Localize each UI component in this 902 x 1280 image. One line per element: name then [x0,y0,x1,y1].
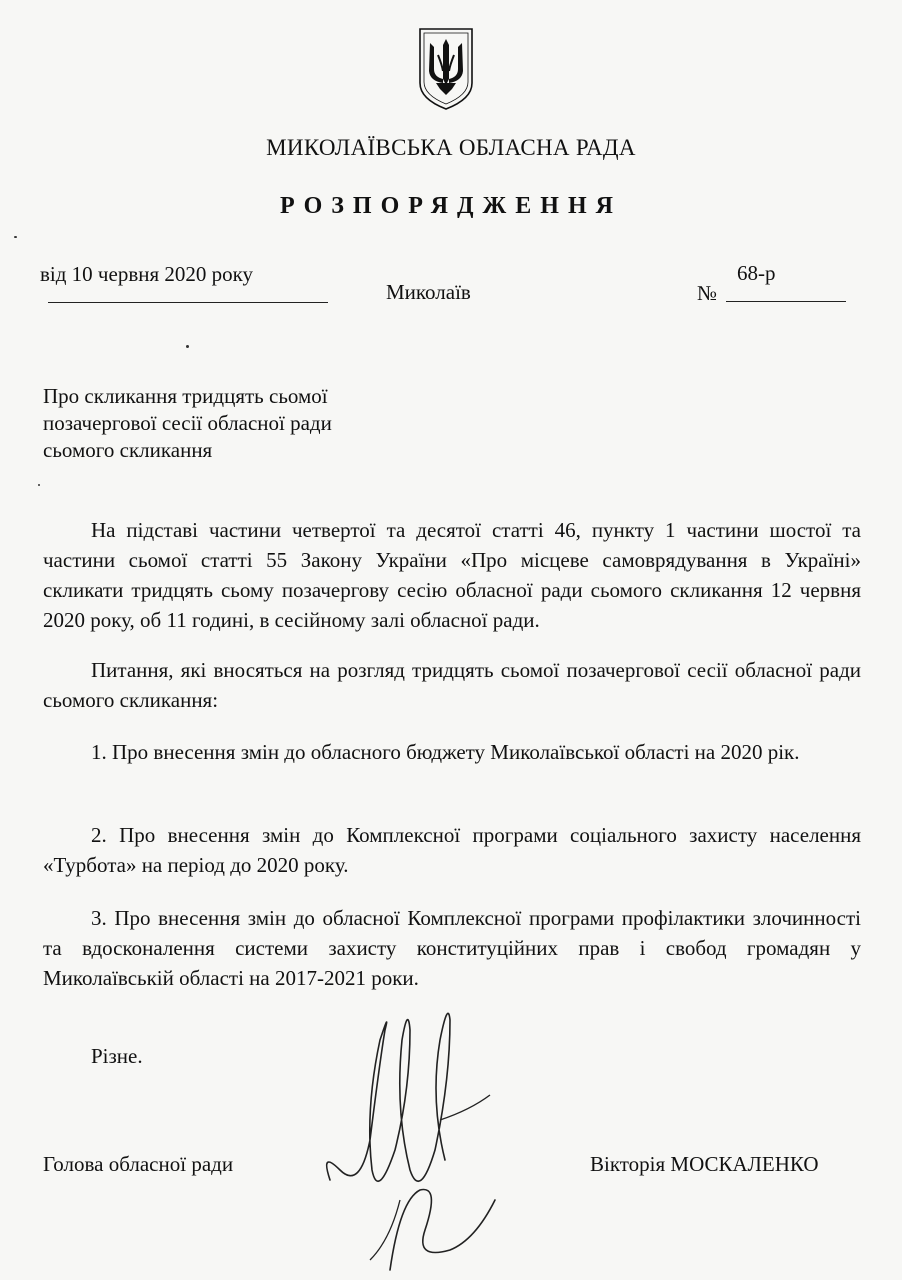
agenda-item-3: 3. Про внесення змін до обласної Комплексної програми профілактики злочинності та вдосконалення системи захисту конституційних прав і свобод громадян у Миколаївській області на 2017-2021 роки. [43,906,861,990]
number-sign: № [697,281,718,305]
trident-coat-of-arms-icon [416,25,476,111]
subject-line: Про скликання тридцять сьомої [43,384,328,408]
signer-position: Голова обласної ради [43,1152,234,1176]
scan-speck [14,236,17,238]
handwritten-signature [300,1000,520,1280]
number-underline [726,301,846,302]
council-name: МИКОЛАЇВСЬКА ОБЛАСНА РАДА [266,135,636,160]
scan-speck [38,484,40,486]
document-type: РОЗПОРЯДЖЕННЯ [280,193,622,219]
paragraph-agenda-intro: Питання, які вносяться на розгляд тридцять сьомої позачергової сесії обласної ради сьомого скликання: [43,658,861,712]
document-subject [43,383,423,464]
subject-line: сьомого скликання [43,438,213,462]
agenda-item-misc: Різне. [91,1044,143,1068]
agenda-item-1: 1. Про внесення змін до обласного бюджету Миколаївської області на 2020 рік. [91,740,800,764]
date-underline [48,302,328,303]
document-city: Миколаїв [386,280,471,304]
document-number: 68-р [737,261,776,285]
subject-line: позачергової сесії обласної ради [43,411,332,435]
document-date: від 10 червня 2020 року [40,262,254,286]
scan-speck [186,345,189,348]
paragraph-basis: На підставі частини четвертої та десятої статті 46, пункту 1 частини шостої та частини сьомої статті 55 Закону України «Про місцеве самоврядування в Україні» скликати тридцять сьому позачергову сесію обласної ради сьомого скликання 12 червня 2020 року, об 11 годині, в сесійному залі обласної ради. [43,518,861,632]
agenda-item-2: 2. Про внесення змін до Комплексної програми соціального захисту населення «Турбота» на період до 2020 року. [43,823,861,877]
signer-name: Вікторія МОСКАЛЕНКО [590,1152,819,1176]
